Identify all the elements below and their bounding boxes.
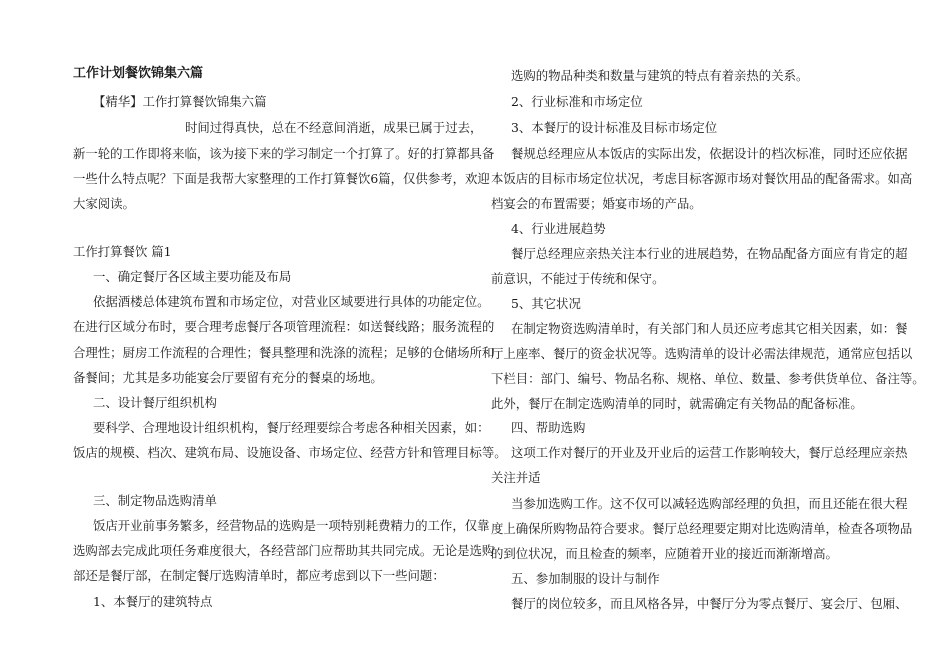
subheading: 5、其它状况	[511, 296, 581, 311]
paragraph-line: 合理性；厨房工作流程的合理性；餐具整理和洗涤的流程；足够的仓储场所和	[73, 345, 495, 360]
paragraph-line: 度上确保所购物品符合要求。餐厅总经理要定期对比选购清单，检查各项物品	[491, 521, 913, 536]
paragraph-line: 前意识，不能过于传统和保守。	[491, 271, 665, 286]
paragraph-line: 此外，餐厅在制定选购清单的同时，就需确定有关物品的配备标准。	[491, 396, 863, 411]
heading-2: 二、设计餐厅组织机构	[93, 395, 217, 410]
paragraph-line: 选购部去完成此项任务难度很大，各经营部门应帮助其共同完成。无论是选购	[73, 543, 495, 558]
paragraph-line: 的到位状况，而且检查的频率，应随着开业的接近而渐渐增高。	[491, 546, 838, 561]
section-heading: 工作打算餐饮 篇1	[73, 244, 172, 259]
paragraph-line: 餐厅的岗位较多，而且风格各异，中餐厅分为零点餐厅、宴会厅、包厢、	[511, 596, 908, 611]
paragraph-line: 备餐间；尤其是多功能宴会厅要留有充分的餐桌的场地。	[73, 370, 383, 385]
subheading: 4、行业进展趋势	[511, 221, 606, 236]
intro-line: 大家阅读。	[73, 196, 135, 211]
paragraph-line: 在进行区域分布时，要合理考虑餐厅各项管理流程：如送餐线路；服务流程的	[73, 319, 495, 334]
paragraph-line: 餐规总经理应从本饭店的实际出发，依据设计的档次标准，同时还应依据	[511, 146, 908, 161]
paragraph-line: 部还是餐厅部，在制定餐厅选购清单时，都应考虑到以下一些问题：	[73, 568, 445, 583]
paragraph-line: 饭店开业前事务繁多，经营物品的选购是一项特别耗费精力的工作，仅靠	[93, 518, 490, 533]
heading-5: 五、参加制服的设计与制作	[511, 571, 660, 586]
paragraph-line: 在制定物资选购清单时，有关部门和人员还应考虑其它相关因素，如：餐	[511, 321, 908, 336]
document-title: 工作计划餐饮锦集六篇	[73, 66, 204, 81]
paragraph-line: 餐厅总经理应亲热关注本行业的进展趋势，在物品配备方面应有肯定的超	[511, 246, 908, 261]
intro-line: 时间过得真快，总在不经意间消逝，成果已属于过去，	[185, 120, 483, 135]
heading-4: 四、帮助选购	[511, 420, 586, 435]
paragraph-line: 下栏目：部门、编号、物品名称、规格、单位、数量、参考供货单位、备注等。	[491, 371, 925, 386]
paragraph-line: 厅上座率、餐厅的资金状况等。选购清单的设计必需法律规范，通常应包括以	[491, 346, 913, 361]
paragraph-line: 档宴会的布置需要；婚宴市场的产品。	[491, 196, 702, 211]
paragraph-line: 当参加选购工作。这不仅可以减轻选购部经理的负担，而且还能在很大程	[511, 496, 908, 511]
document-subtitle: 【精华】工作打算餐饮锦集六篇	[93, 94, 267, 109]
intro-line: 一些什么特点呢？下面是我帮大家整理的工作打算餐饮6篇，仅供参考，欢迎	[73, 171, 490, 186]
paragraph-line: 关注并适	[491, 470, 541, 485]
heading-1: 一、确定餐厅各区域主要功能及布局	[93, 269, 292, 284]
intro-line: 新一轮的工作即将来临，该为接下来的学习制定一个打算了。好的打算都具备	[73, 146, 495, 161]
subheading: 3、本餐厅的设计标准及目标市场定位	[511, 120, 718, 135]
paragraph-line: 选购的物品种类和数量与建筑的特点有着亲热的关系。	[511, 68, 809, 83]
paragraph-line: 要科学、合理地设计组织机构，餐厅经理要综合考虑各种相关因素，如：	[93, 420, 490, 435]
heading-3: 三、制定物品选购清单	[93, 493, 217, 508]
paragraph-line: 本饭店的目标市场定位状况，考虑目标客源市场对餐饮用品的配备需求。如高	[491, 171, 913, 186]
subheading: 2、行业标准和市场定位	[511, 94, 643, 109]
subheading: 1、本餐厅的建筑特点	[93, 594, 213, 609]
paragraph-line: 依据酒楼总体建筑布置和市场定位，对营业区域要进行具体的功能定位。	[93, 294, 490, 309]
paragraph-line: 这项工作对餐厅的开业及开业后的运营工作影响较大，餐厅总经理应亲热	[511, 445, 908, 460]
paragraph-line: 饭店的规模、档次、建筑布局、设施设备、市场定位、经营方针和管理目标等。	[73, 445, 507, 460]
